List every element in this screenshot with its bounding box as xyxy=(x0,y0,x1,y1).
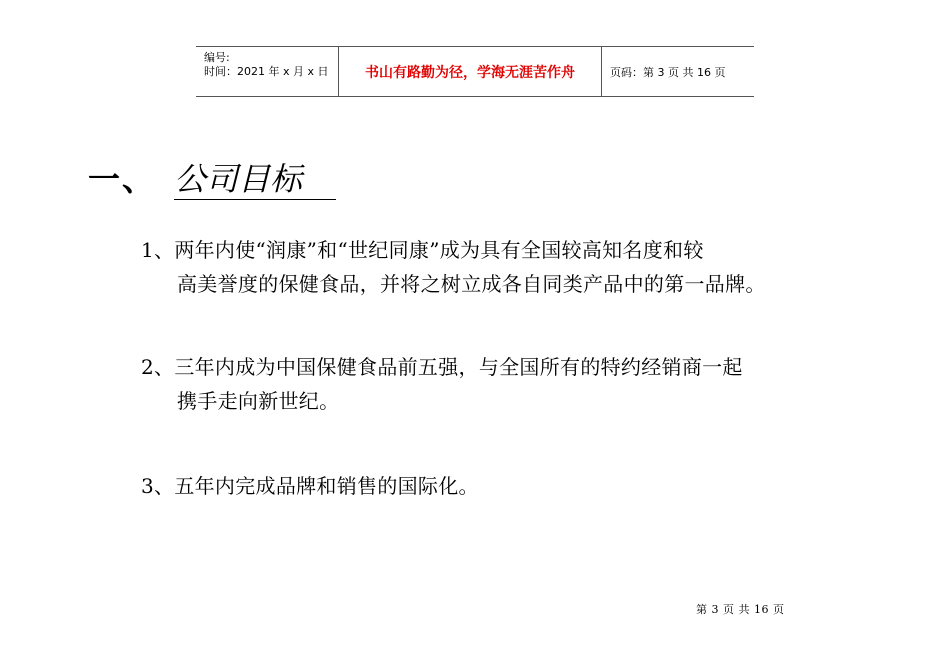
list-item xyxy=(141,350,841,418)
section-heading xyxy=(88,154,336,200)
list-item-line: 1、两年内使“润康”和“世纪同康”成为具有全国较高知名度和较 xyxy=(141,238,704,262)
page-footer: 第 3 页 共 16 页 xyxy=(696,603,785,616)
list-item-line: 2、三年内成为中国保健食品前五强，与全国所有的特约经销商一起 xyxy=(141,355,743,379)
header-page-code: 页码：第 3 页 共 16 页 xyxy=(610,65,726,79)
list-item-line: 携手走向新世纪。 xyxy=(177,389,340,413)
page-header-table xyxy=(196,46,754,97)
header-meta-cell xyxy=(196,47,339,96)
list-item xyxy=(141,233,841,301)
header-motto: 书山有路勤为径，学海无涯苦作舟 xyxy=(339,47,602,96)
list-item-line: 3、五年内完成品牌和销售的国际化。 xyxy=(141,474,479,498)
list-item xyxy=(141,469,841,503)
time-label: 时间：2021 年 x 月 x 日 xyxy=(204,65,329,78)
serial-number-label: 编号: xyxy=(204,51,230,64)
list-item-line: 高美誉度的保健食品，并将之树立成各自同类产品中的第一品牌。 xyxy=(177,272,766,296)
section-title: 公司目标 xyxy=(174,160,336,200)
section-number: 一、 xyxy=(88,160,157,198)
